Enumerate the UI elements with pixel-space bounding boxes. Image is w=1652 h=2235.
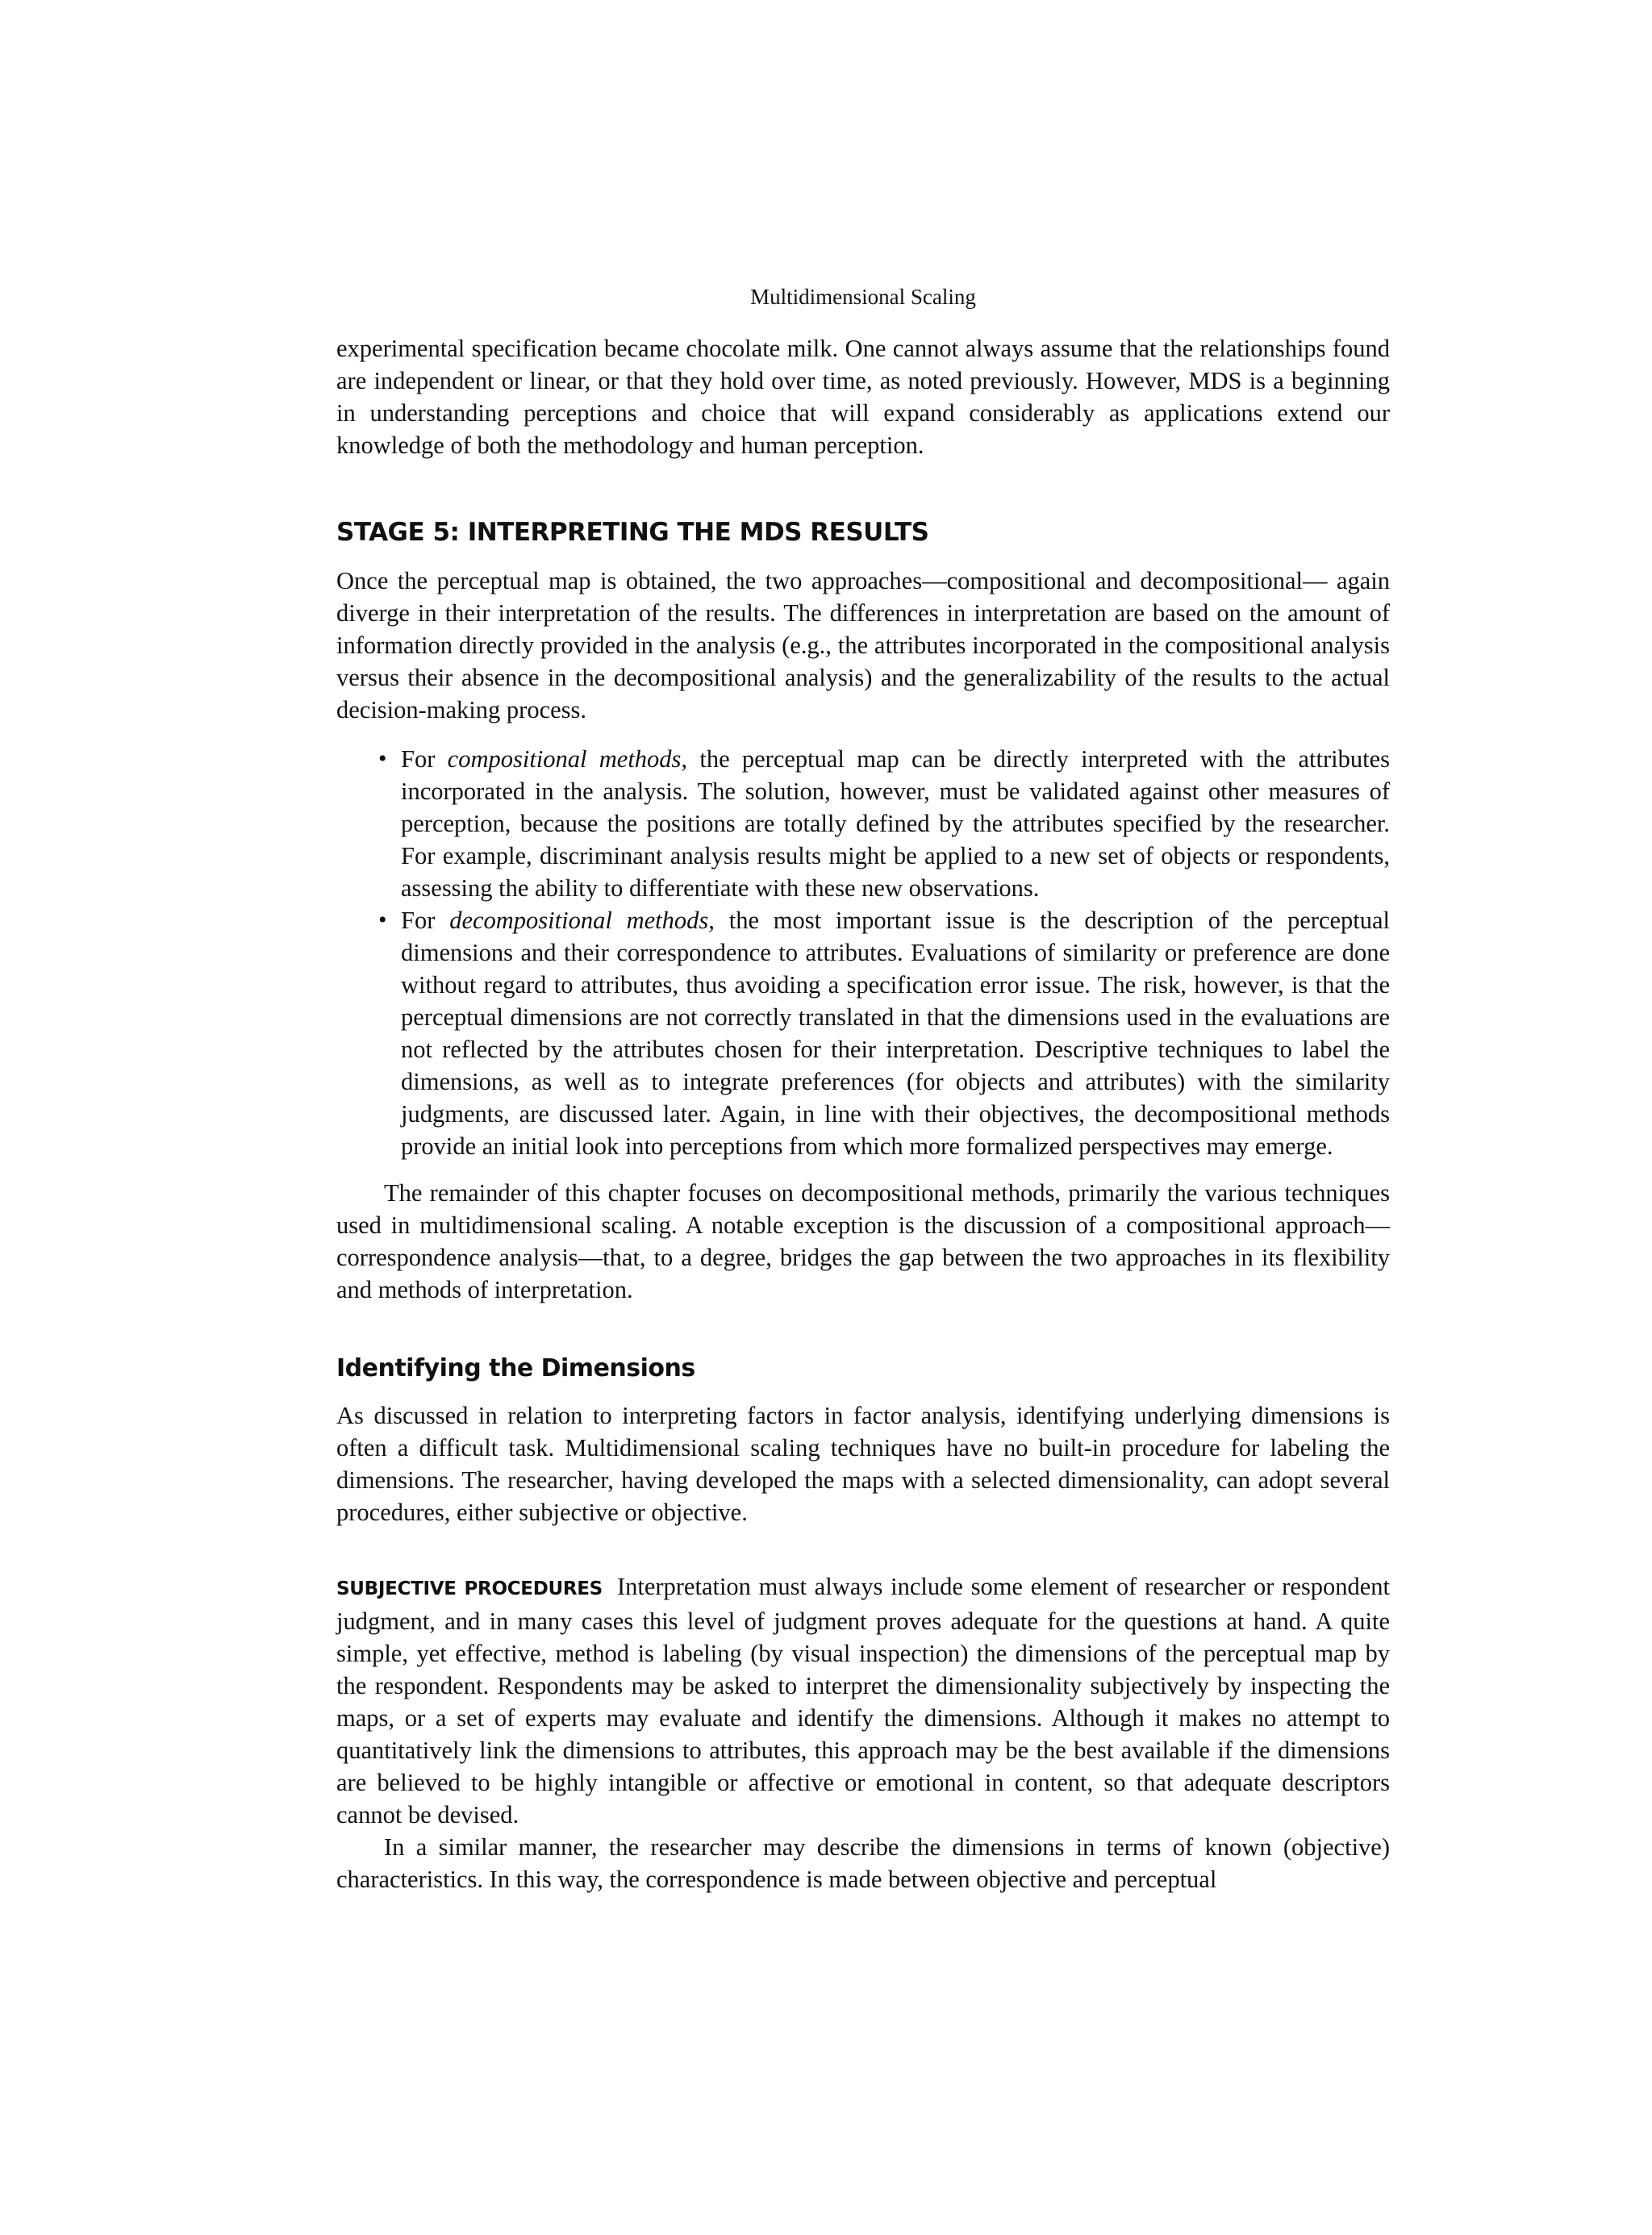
stage5-heading: STAGE 5: INTERPRETING THE MDS RESULTS [336,518,929,547]
identifying-dimensions-heading: Identifying the Dimensions [336,1354,695,1382]
stage5-intro-paragraph: Once the perceptual map is obtained, the two approaches—compositional and decompositional— again diverge in their interpretation of the results. The differences in interpretation are based on the amount of information directly provided in the analysis (e.g., the attributes incorporated in the compositional analysis versus their absence in the decompositional analysis) and the generalizability of the results to the actual decision-making process. [336,567,1390,723]
methods-bullet-list [336,743,1390,1162]
bullet-decompositional-text: For decompositional methods, the most important issue is the description of the perceptual dimensions and their correspondence to attributes. Evaluations of similarity or preference are done without regard to attributes, thus avoiding a specification error issue. The risk, however, is that the perceptual dimensions are not correctly translated in that the dimensions used in the evaluations are not reflected by the attributes chosen for their interpretation. Descriptive techniques to label the dimensions, as well as to integrate preferences (for objects and attributes) with the similarity judgments, are discussed later. Again, in line with their objectives, the decompositional methods provide an initial look into perceptions from which more formalized perspectives may emerge. [401,907,1390,1160]
bullet-dot-icon: • [378,907,387,933]
remainder-paragraph: The remainder of this chapter focuses on decompositional methods, primarily the various techniques used in multidimensional scaling. A notable exception is the discussion of a compositional approach—correspondence analysis—that, to a degree, bridges the gap between the two approaches in its flexibility and methods of interpretation. [336,1179,1390,1303]
term-decompositional-methods: decompositional methods, [449,907,715,934]
subjective-procedures-paragraph [336,1570,1390,1831]
document-page [336,282,1390,1895]
bullet-compositional-text: For compositional methods, the perceptual map can be directly interpreted with the attributes incorporated in the analysis. The solution, however, must be validated against other measures of perception, because the positions are totally defined by the attributes specified by the researcher. For example, discriminant analysis results might be applied to a new set of objects or respondents, assessing the ability to differentiate with these new observations. [401,745,1390,902]
opening-paragraph: experimental specification became chocolate milk. One cannot always assume that the relationships found are independent or linear, or that they hold over time, as noted previously. However, MDS is a beginning in understanding perceptions and choice that will expand considerably as applications extend our knowledge of both the methodology and human perception. [336,335,1390,459]
subjective-procedures-label: SUBJECTIVE PROCEDURES [336,1578,603,1599]
bullet-compositional [336,743,1390,904]
identifying-intro-paragraph: As discussed in relation to interpreting factors in factor analysis, identifying underlying dimensions is often a difficult task. Multidimensional scaling techniques have no built-in procedure for labeling the dimensions. The researcher, having developed the maps with a selected dimensionality, can adopt several procedures, either subjective or objective. [336,1402,1390,1526]
bullet-dot-icon: • [378,745,387,772]
similar-manner-paragraph: In a similar manner, the researcher may describe the dimensions in terms of known (objective) characteristics. In this way, the correspondence is made between objective and perceptual [336,1833,1390,1893]
running-head: Multidimensional Scaling [750,285,976,309]
subjective-procedures-text: Interpretation must always include some element of researcher or respondent judgment, and in many cases this level of judgment proves adequate for the questions at hand. A quite simple, yet effective, method is labeling (by visual inspection) the dimensions of the perceptual map by the respondent. Respondents may be asked to interpret the dimensionality subjectively by inspecting the maps, or a set of experts may evaluate and identify the dimensions. Although it makes no attempt to quantitatively link the dimensions to attributes, this approach may be the best available if the dimensions are believed to be highly intangible or affective or emotional in content, so that adequate descriptors cannot be devised. [336,1573,1390,1828]
term-compositional-methods: compositional methods, [447,745,688,773]
bullet-decompositional [336,904,1390,1162]
